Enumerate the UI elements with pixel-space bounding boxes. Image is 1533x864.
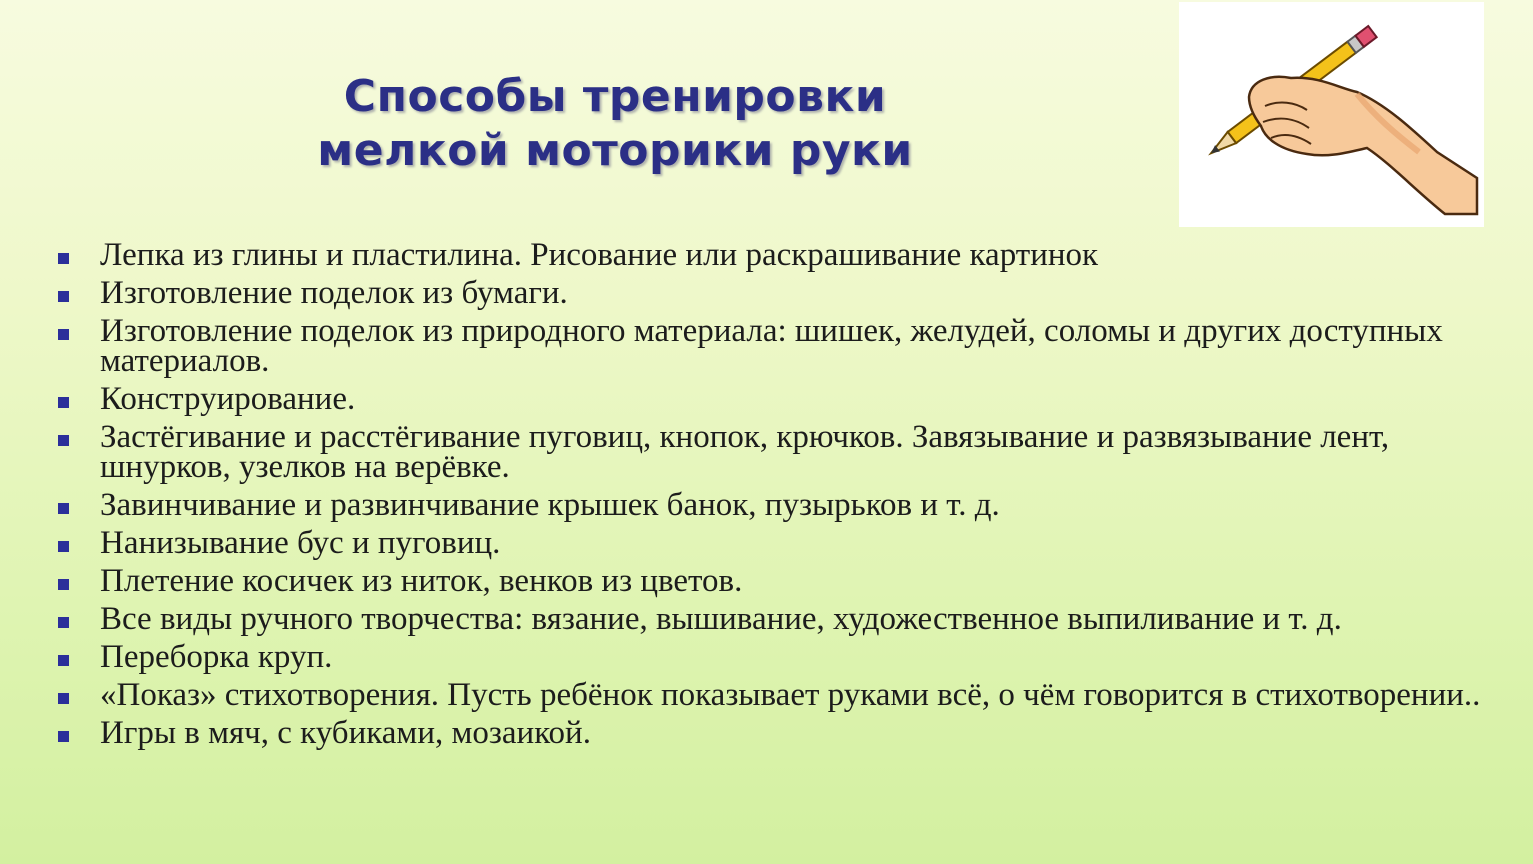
list-item-text: «Показ» стихотворения. Пусть ребёнок показывает руками всё, о чём говорится в стихотворении.. xyxy=(100,677,1481,713)
list-item xyxy=(55,715,1495,751)
bullet-icon xyxy=(58,329,69,340)
bullet-icon xyxy=(58,397,69,408)
list-item-text: Завинчивание и развинчивание крышек банок, пузырьков и т. д. xyxy=(100,487,1000,523)
bullet-icon xyxy=(58,435,69,446)
slide-title xyxy=(220,70,1010,178)
list-item-text: Нанизывание бус и пуговиц. xyxy=(100,525,501,561)
list-item-text: Плетение косичек из ниток, венков из цветов. xyxy=(100,563,743,599)
list-item xyxy=(55,381,1495,417)
bullet-icon xyxy=(58,291,69,302)
list-item xyxy=(55,419,1495,485)
list-item-text: Изготовление поделок из природного материала: шишек, желудей, соломы и других доступных материалов. xyxy=(100,313,1443,379)
list-item-text: Все виды ручного творчества: вязание, вышивание, художественное выпиливание и т. д. xyxy=(100,601,1342,637)
hand-pencil-illustration xyxy=(1179,2,1484,227)
bullet-icon xyxy=(58,253,69,264)
list-item-text: Переборка круп. xyxy=(100,639,333,675)
methods-list xyxy=(55,237,1495,756)
bullet-icon xyxy=(58,731,69,742)
list-item-text: Изготовление поделок из бумаги. xyxy=(100,275,568,311)
bullet-icon xyxy=(58,693,69,704)
bullet-icon xyxy=(58,541,69,552)
list-item xyxy=(55,677,1495,713)
title-line-1: Способы тренировки xyxy=(343,71,887,122)
list-item xyxy=(55,563,1495,599)
list-item-text: Игры в мяч, с кубиками, мозаикой. xyxy=(100,715,591,751)
list-item-text: Застёгивание и расстёгивание пуговиц, кнопок, крючков. Завязывание и развязывание лент, шнурков, узелков на верёвке. xyxy=(100,419,1390,485)
list-item xyxy=(55,275,1495,311)
list-item xyxy=(55,313,1495,379)
hand-holding-pencil-icon xyxy=(1179,2,1484,227)
list-item-text: Лепка из глины и пластилина. Рисование или раскрашивание картинок xyxy=(100,237,1099,273)
list-item xyxy=(55,525,1495,561)
list-item xyxy=(55,487,1495,523)
bullet-icon xyxy=(58,655,69,666)
list-item xyxy=(55,237,1495,273)
list-item xyxy=(55,639,1495,675)
bullet-icon xyxy=(58,503,69,514)
bullet-icon xyxy=(58,579,69,590)
list-item-text: Конструирование. xyxy=(100,381,356,417)
list-item xyxy=(55,601,1495,637)
title-line-2: мелкой моторики руки xyxy=(317,125,913,176)
bullet-icon xyxy=(58,617,69,628)
